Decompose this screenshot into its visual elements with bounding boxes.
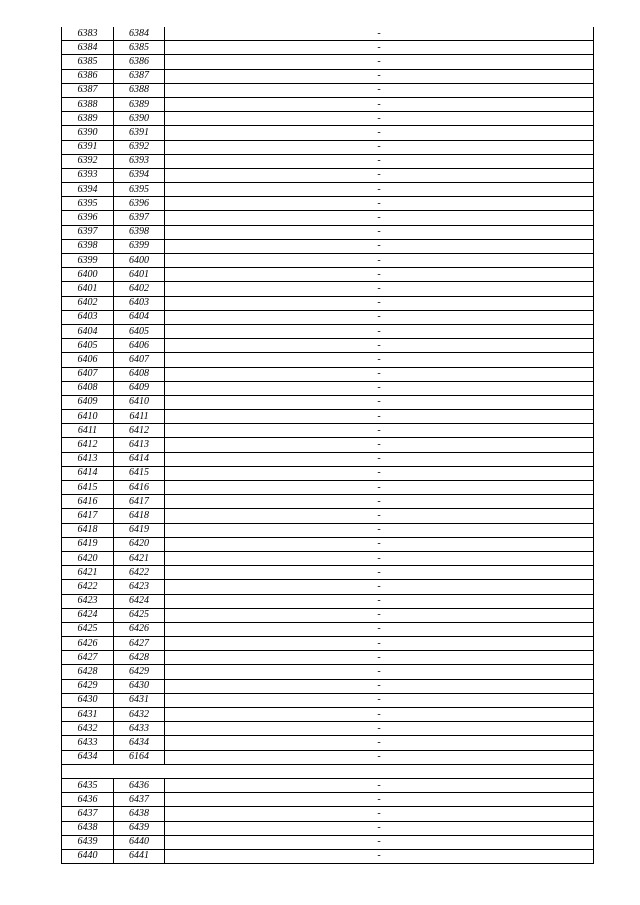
mapping-table bbox=[61, 27, 594, 864]
note-cell: - bbox=[165, 83, 594, 97]
new-number-cell: 6429 bbox=[114, 665, 165, 679]
old-number-cell: 6430 bbox=[62, 693, 114, 707]
note-cell: - bbox=[165, 126, 594, 140]
note-cell: - bbox=[165, 197, 594, 211]
note-cell: - bbox=[165, 140, 594, 154]
old-number-cell: 6417 bbox=[62, 509, 114, 523]
table-row bbox=[62, 69, 594, 83]
table-row bbox=[62, 353, 594, 367]
table-row bbox=[62, 183, 594, 197]
note-cell: - bbox=[165, 523, 594, 537]
old-number-cell: 6408 bbox=[62, 381, 114, 395]
note-cell: - bbox=[165, 580, 594, 594]
new-number-cell: 6384 bbox=[114, 27, 165, 41]
note-cell: - bbox=[165, 424, 594, 438]
table-row bbox=[62, 551, 594, 565]
old-number-cell: 6403 bbox=[62, 310, 114, 324]
old-number-cell: 6426 bbox=[62, 637, 114, 651]
table-row bbox=[62, 608, 594, 622]
new-number-cell: 6440 bbox=[114, 835, 165, 849]
table-row bbox=[62, 495, 594, 509]
note-cell: - bbox=[165, 410, 594, 424]
new-number-cell: 6416 bbox=[114, 481, 165, 495]
old-number-cell: 6390 bbox=[62, 126, 114, 140]
old-number-cell: 6388 bbox=[62, 97, 114, 111]
old-number-cell: 6438 bbox=[62, 821, 114, 835]
table-row bbox=[62, 239, 594, 253]
note-cell: - bbox=[165, 381, 594, 395]
new-number-cell: 6390 bbox=[114, 112, 165, 126]
table-row bbox=[62, 835, 594, 849]
table-row bbox=[62, 537, 594, 551]
old-number-cell: 6429 bbox=[62, 679, 114, 693]
table-row bbox=[62, 225, 594, 239]
old-number-cell: 6419 bbox=[62, 537, 114, 551]
note-cell: - bbox=[165, 438, 594, 452]
old-number-cell: 6413 bbox=[62, 452, 114, 466]
new-number-cell: 6410 bbox=[114, 395, 165, 409]
table-row bbox=[62, 481, 594, 495]
new-number-cell: 6419 bbox=[114, 523, 165, 537]
new-number-cell: 6387 bbox=[114, 69, 165, 83]
new-number-cell: 6391 bbox=[114, 126, 165, 140]
note-cell: - bbox=[165, 41, 594, 55]
new-number-cell: 6389 bbox=[114, 97, 165, 111]
new-number-cell: 6420 bbox=[114, 537, 165, 551]
new-number-cell: 6430 bbox=[114, 679, 165, 693]
note-cell: - bbox=[165, 509, 594, 523]
note-cell: - bbox=[165, 594, 594, 608]
new-number-cell: 6422 bbox=[114, 566, 165, 580]
mapping-table-body bbox=[62, 27, 594, 864]
table-row bbox=[62, 722, 594, 736]
old-number-cell: 6394 bbox=[62, 183, 114, 197]
note-cell: - bbox=[165, 55, 594, 69]
new-number-cell: 6392 bbox=[114, 140, 165, 154]
new-number-cell: 6401 bbox=[114, 268, 165, 282]
table-row bbox=[62, 651, 594, 665]
note-cell: - bbox=[165, 282, 594, 296]
new-number-cell: 6413 bbox=[114, 438, 165, 452]
note-cell: - bbox=[165, 69, 594, 83]
new-number-cell: 6428 bbox=[114, 651, 165, 665]
old-number-cell: 6410 bbox=[62, 410, 114, 424]
table-row bbox=[62, 821, 594, 835]
table-row bbox=[62, 27, 594, 41]
table-row bbox=[62, 793, 594, 807]
old-number-cell: 6432 bbox=[62, 722, 114, 736]
table-row bbox=[62, 310, 594, 324]
new-number-cell: 6400 bbox=[114, 254, 165, 268]
new-number-cell: 6164 bbox=[114, 750, 165, 764]
table-row bbox=[62, 339, 594, 353]
new-number-cell: 6424 bbox=[114, 594, 165, 608]
table-row bbox=[62, 381, 594, 395]
new-number-cell: 6418 bbox=[114, 509, 165, 523]
new-number-cell: 6408 bbox=[114, 367, 165, 381]
note-cell: - bbox=[165, 367, 594, 381]
note-cell: - bbox=[165, 608, 594, 622]
new-number-cell: 6441 bbox=[114, 849, 165, 863]
old-number-cell: 6415 bbox=[62, 481, 114, 495]
new-number-cell: 6423 bbox=[114, 580, 165, 594]
table-row bbox=[62, 509, 594, 523]
old-number-cell: 6396 bbox=[62, 211, 114, 225]
old-number-cell: 6397 bbox=[62, 225, 114, 239]
new-number-cell: 6399 bbox=[114, 239, 165, 253]
new-number-cell: 6395 bbox=[114, 183, 165, 197]
old-number-cell: 6434 bbox=[62, 750, 114, 764]
new-number-cell: 6398 bbox=[114, 225, 165, 239]
new-number-cell: 6386 bbox=[114, 55, 165, 69]
note-cell: - bbox=[165, 849, 594, 863]
new-number-cell: 6411 bbox=[114, 410, 165, 424]
old-number-cell: 6405 bbox=[62, 339, 114, 353]
note-cell: - bbox=[165, 324, 594, 338]
note-cell: - bbox=[165, 750, 594, 764]
note-cell: - bbox=[165, 807, 594, 821]
table-row bbox=[62, 168, 594, 182]
note-cell: - bbox=[165, 168, 594, 182]
old-number-cell: 6435 bbox=[62, 778, 114, 792]
table-row bbox=[62, 637, 594, 651]
new-number-cell: 6406 bbox=[114, 339, 165, 353]
old-number-cell: 6391 bbox=[62, 140, 114, 154]
old-number-cell: 6422 bbox=[62, 580, 114, 594]
new-number-cell: 6393 bbox=[114, 154, 165, 168]
old-number-cell: 6416 bbox=[62, 495, 114, 509]
old-number-cell: 6440 bbox=[62, 849, 114, 863]
new-number-cell: 6403 bbox=[114, 296, 165, 310]
old-number-cell: 6398 bbox=[62, 239, 114, 253]
new-number-cell: 6434 bbox=[114, 736, 165, 750]
note-cell: - bbox=[165, 296, 594, 310]
note-cell: - bbox=[165, 27, 594, 41]
note-cell: - bbox=[165, 793, 594, 807]
new-number-cell: 6402 bbox=[114, 282, 165, 296]
note-cell: - bbox=[165, 693, 594, 707]
table-row bbox=[62, 197, 594, 211]
old-number-cell: 6399 bbox=[62, 254, 114, 268]
note-cell: - bbox=[165, 395, 594, 409]
note-cell: - bbox=[165, 481, 594, 495]
old-number-cell: 6431 bbox=[62, 708, 114, 722]
note-cell: - bbox=[165, 821, 594, 835]
table-row bbox=[62, 523, 594, 537]
new-number-cell: 6388 bbox=[114, 83, 165, 97]
new-number-cell: 6407 bbox=[114, 353, 165, 367]
note-cell: - bbox=[165, 622, 594, 636]
old-number-cell: 6400 bbox=[62, 268, 114, 282]
note-cell: - bbox=[165, 211, 594, 225]
note-cell: - bbox=[165, 679, 594, 693]
old-number-cell: 6418 bbox=[62, 523, 114, 537]
table-row bbox=[62, 211, 594, 225]
table-row bbox=[62, 736, 594, 750]
old-number-cell: 6421 bbox=[62, 566, 114, 580]
table-row bbox=[62, 126, 594, 140]
old-number-cell: 6395 bbox=[62, 197, 114, 211]
table-row bbox=[62, 83, 594, 97]
table-row bbox=[62, 693, 594, 707]
new-number-cell: 6412 bbox=[114, 424, 165, 438]
new-number-cell: 6433 bbox=[114, 722, 165, 736]
table-row bbox=[62, 466, 594, 480]
old-number-cell: 6436 bbox=[62, 793, 114, 807]
note-cell: - bbox=[165, 736, 594, 750]
old-number-cell: 6433 bbox=[62, 736, 114, 750]
table-row bbox=[62, 282, 594, 296]
old-number-cell: 6439 bbox=[62, 835, 114, 849]
old-number-cell: 6392 bbox=[62, 154, 114, 168]
table-row bbox=[62, 296, 594, 310]
note-cell: - bbox=[165, 466, 594, 480]
old-number-cell: 6414 bbox=[62, 466, 114, 480]
table-row bbox=[62, 750, 594, 764]
old-number-cell: 6383 bbox=[62, 27, 114, 41]
new-number-cell: 6394 bbox=[114, 168, 165, 182]
old-number-cell: 6420 bbox=[62, 551, 114, 565]
note-cell: - bbox=[165, 183, 594, 197]
note-cell: - bbox=[165, 254, 594, 268]
note-cell: - bbox=[165, 537, 594, 551]
table-row bbox=[62, 778, 594, 792]
note-cell: - bbox=[165, 637, 594, 651]
new-number-cell: 6432 bbox=[114, 708, 165, 722]
table-row bbox=[62, 452, 594, 466]
note-cell: - bbox=[165, 722, 594, 736]
note-cell: - bbox=[165, 566, 594, 580]
table-row bbox=[62, 807, 594, 821]
note-cell: - bbox=[165, 778, 594, 792]
table-row bbox=[62, 268, 594, 282]
table-row bbox=[62, 154, 594, 168]
note-cell: - bbox=[165, 112, 594, 126]
note-cell: - bbox=[165, 339, 594, 353]
new-number-cell: 6404 bbox=[114, 310, 165, 324]
new-number-cell: 6427 bbox=[114, 637, 165, 651]
old-number-cell: 6406 bbox=[62, 353, 114, 367]
note-cell: - bbox=[165, 97, 594, 111]
old-number-cell: 6401 bbox=[62, 282, 114, 296]
table-row bbox=[62, 410, 594, 424]
old-number-cell: 6412 bbox=[62, 438, 114, 452]
note-cell: - bbox=[165, 665, 594, 679]
new-number-cell: 6409 bbox=[114, 381, 165, 395]
section-separator-row bbox=[62, 764, 594, 778]
old-number-cell: 6427 bbox=[62, 651, 114, 665]
old-number-cell: 6411 bbox=[62, 424, 114, 438]
new-number-cell: 6438 bbox=[114, 807, 165, 821]
old-number-cell: 6423 bbox=[62, 594, 114, 608]
table-row bbox=[62, 324, 594, 338]
new-number-cell: 6396 bbox=[114, 197, 165, 211]
old-number-cell: 6386 bbox=[62, 69, 114, 83]
old-number-cell: 6387 bbox=[62, 83, 114, 97]
new-number-cell: 6425 bbox=[114, 608, 165, 622]
note-cell: - bbox=[165, 495, 594, 509]
old-number-cell: 6424 bbox=[62, 608, 114, 622]
new-number-cell: 6405 bbox=[114, 324, 165, 338]
old-number-cell: 6428 bbox=[62, 665, 114, 679]
note-cell: - bbox=[165, 268, 594, 282]
note-cell: - bbox=[165, 154, 594, 168]
note-cell: - bbox=[165, 835, 594, 849]
new-number-cell: 6415 bbox=[114, 466, 165, 480]
note-cell: - bbox=[165, 310, 594, 324]
table-row bbox=[62, 622, 594, 636]
table-row bbox=[62, 849, 594, 863]
new-number-cell: 6421 bbox=[114, 551, 165, 565]
note-cell: - bbox=[165, 651, 594, 665]
old-number-cell: 6402 bbox=[62, 296, 114, 310]
old-number-cell: 6404 bbox=[62, 324, 114, 338]
old-number-cell: 6407 bbox=[62, 367, 114, 381]
old-number-cell: 6385 bbox=[62, 55, 114, 69]
table-row bbox=[62, 395, 594, 409]
table-row bbox=[62, 112, 594, 126]
new-number-cell: 6417 bbox=[114, 495, 165, 509]
table-row bbox=[62, 424, 594, 438]
table-row bbox=[62, 367, 594, 381]
table-row bbox=[62, 41, 594, 55]
new-number-cell: 6437 bbox=[114, 793, 165, 807]
table-row bbox=[62, 55, 594, 69]
table-row bbox=[62, 97, 594, 111]
note-cell: - bbox=[165, 551, 594, 565]
note-cell: - bbox=[165, 225, 594, 239]
note-cell: - bbox=[165, 452, 594, 466]
table-row bbox=[62, 708, 594, 722]
old-number-cell: 6409 bbox=[62, 395, 114, 409]
table-row bbox=[62, 566, 594, 580]
old-number-cell: 6393 bbox=[62, 168, 114, 182]
new-number-cell: 6431 bbox=[114, 693, 165, 707]
old-number-cell: 6389 bbox=[62, 112, 114, 126]
old-number-cell: 6425 bbox=[62, 622, 114, 636]
table-row bbox=[62, 665, 594, 679]
new-number-cell: 6436 bbox=[114, 778, 165, 792]
note-cell: - bbox=[165, 353, 594, 367]
note-cell: - bbox=[165, 708, 594, 722]
table-row bbox=[62, 594, 594, 608]
section-separator-cell bbox=[62, 764, 594, 778]
new-number-cell: 6439 bbox=[114, 821, 165, 835]
table-row bbox=[62, 679, 594, 693]
old-number-cell: 6437 bbox=[62, 807, 114, 821]
table-row bbox=[62, 140, 594, 154]
table-row bbox=[62, 254, 594, 268]
table-row bbox=[62, 438, 594, 452]
new-number-cell: 6397 bbox=[114, 211, 165, 225]
table-row bbox=[62, 580, 594, 594]
new-number-cell: 6426 bbox=[114, 622, 165, 636]
note-cell: - bbox=[165, 239, 594, 253]
old-number-cell: 6384 bbox=[62, 41, 114, 55]
new-number-cell: 6385 bbox=[114, 41, 165, 55]
new-number-cell: 6414 bbox=[114, 452, 165, 466]
